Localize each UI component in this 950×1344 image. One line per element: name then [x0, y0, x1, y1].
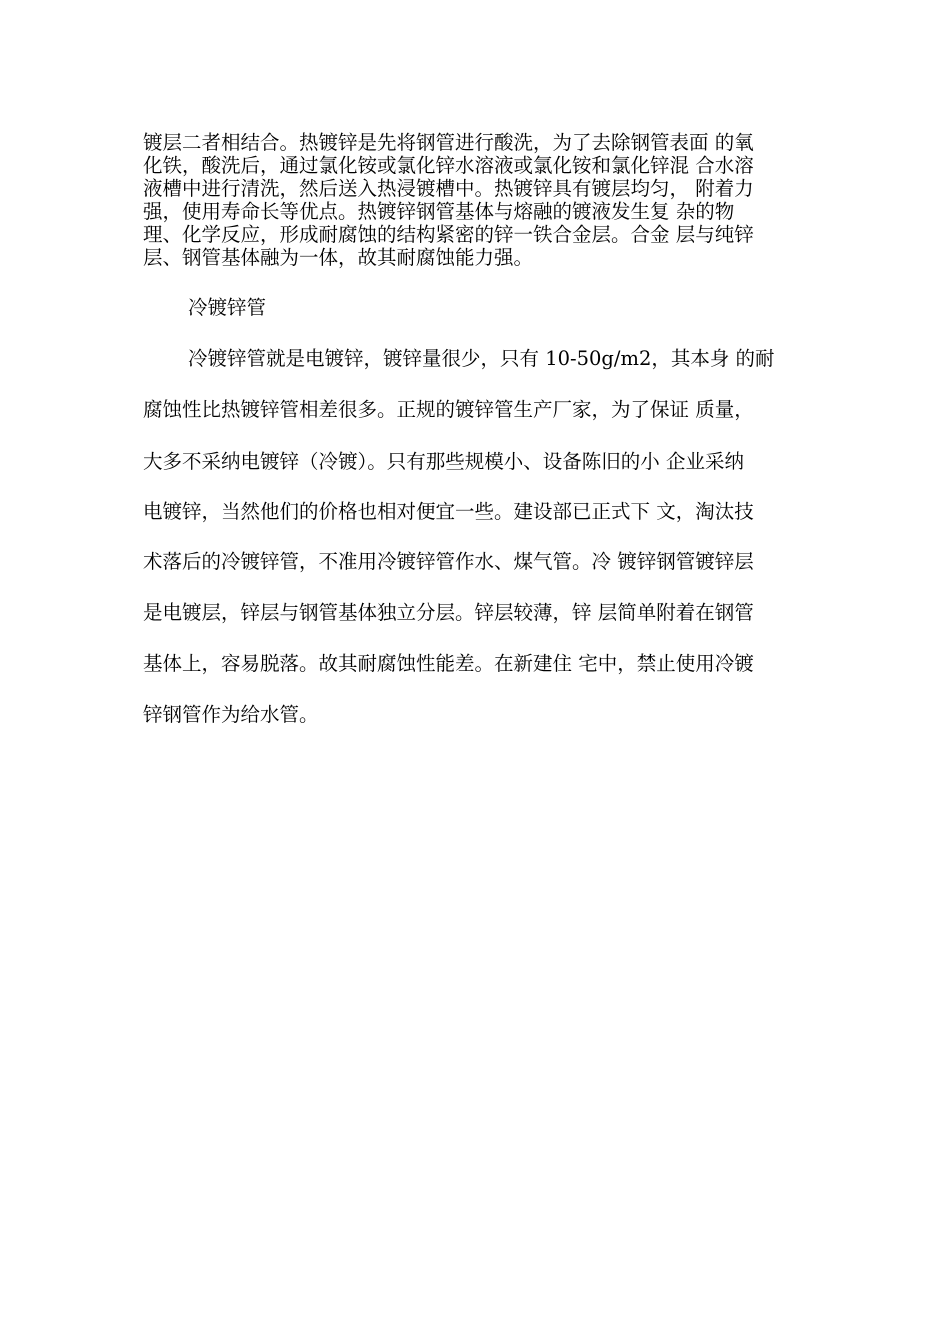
text-line: 基体上，容易脱落。故其耐腐蚀性能差。在新建住 宅中，禁止使用冷镀 — [143, 652, 754, 675]
text-line: 层、钢管基体融为一体，故其耐腐蚀能力强。 — [143, 246, 534, 269]
text-line: 冷镀锌管就是电镀锌，镀锌量很少，只有 10-50g/m2，其本身 的耐 — [188, 347, 775, 370]
text-line: 强，使用寿命长等优点。热镀锌钢管基体与熔融的镀液发生复 杂的物 — [143, 200, 735, 223]
text-line: 术落后的冷镀锌管，不准用冷镀锌管作水、煤气管。冷 镀锌钢管镀锌层 — [143, 550, 754, 573]
text-line: 理、化学反应，形成耐腐蚀的结构紧密的锌一铁合金层。合金 层与纯锌 — [143, 223, 754, 246]
text-line: 电镀锌，当然他们的价格也相对便宜一些。建设部已正式下 文，淘汰技 — [143, 500, 754, 523]
text-line: 腐蚀性比热镀锌管相差很多。正规的镀锌管生产厂家，为了保证 质量， — [143, 398, 754, 421]
text-line: 液槽中进行清洗，然后送入热浸镀槽中。热镀锌具有镀层均匀， 附着力 — [143, 177, 754, 200]
text-line: 化铁，酸洗后，通过氯化铵或氯化锌水溶液或氯化铵和氯化锌混 合水溶 — [143, 154, 754, 177]
text-line: 镀层二者相结合。热镀锌是先将钢管进行酸洗，为了去除钢管表面 的氧 — [143, 131, 754, 154]
text-line: 锌钢管作为给水管。 — [143, 703, 319, 726]
text-line: 大多不采纳电镀锌（冷镀）。只有那些规模小、设备陈旧的小 企业采纳 — [143, 450, 744, 473]
text-line: 是电镀层，锌层与钢管基体独立分层。锌层较薄，锌 层简单附着在钢管 — [143, 601, 754, 624]
section-heading: 冷镀锌管 — [188, 296, 267, 319]
